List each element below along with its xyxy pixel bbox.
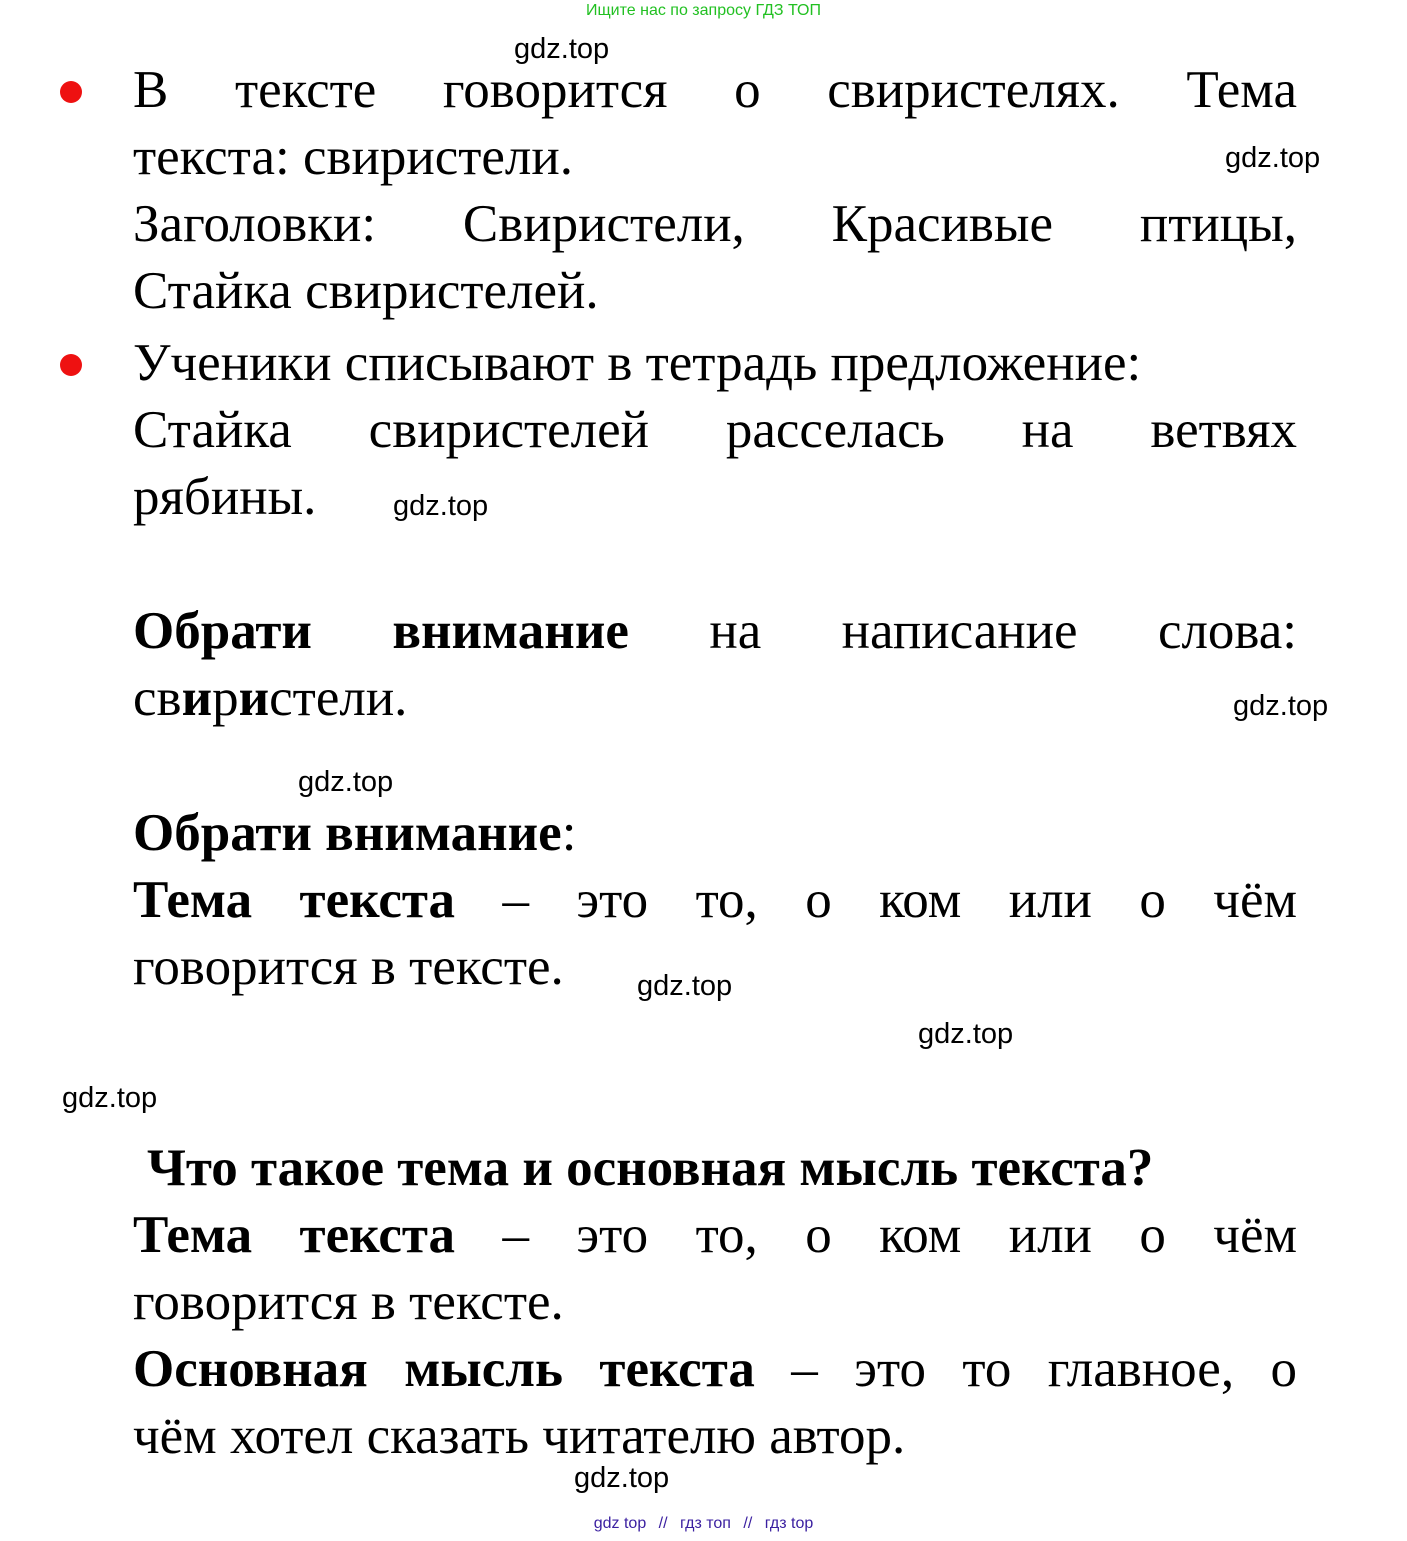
note-label: Обрати внимание <box>133 602 629 660</box>
theme-definition <box>133 1202 1297 1269</box>
note-text: на написание слова: <box>628 602 1298 660</box>
note-theme-title <box>133 800 1297 867</box>
word-part: св <box>133 669 182 727</box>
word-part: р <box>212 669 239 727</box>
term: Тема текста <box>133 871 456 929</box>
note-theme <box>133 800 1297 1001</box>
theme-definition-line: говорится в тексте. <box>133 1273 564 1331</box>
top-banner: Ищите нас по запросу ГДЗ ТОП <box>586 2 821 19</box>
footer-link[interactable]: гдз топ <box>680 1515 731 1532</box>
definition: – это то, о ком или о чём <box>455 1206 1298 1264</box>
block-sentence-line: Ученики списывают в тетрадь предложение: <box>133 334 1142 392</box>
block-sentence <box>133 330 1297 531</box>
note-spelling-line <box>133 598 1297 665</box>
footer <box>0 1515 1407 1533</box>
footer-separator: // <box>743 1515 753 1532</box>
watermark: gdz.top <box>62 1082 158 1114</box>
watermark: gdz.top <box>574 1462 670 1494</box>
note-theme-definition-line: говорится в тексте. <box>133 938 564 996</box>
watermark: gdz.top <box>393 490 489 522</box>
watermark: gdz.top <box>1233 690 1329 722</box>
watermark: gdz.top <box>1225 142 1321 174</box>
idea-definition <box>133 1336 1297 1403</box>
definition: – это то, о ком или о чём <box>455 871 1298 929</box>
watermark: gdz.top <box>298 766 394 798</box>
word-part-bold: и <box>238 669 270 727</box>
word-part-bold: и <box>181 669 213 727</box>
block-topic-line: текста: свиристели. <box>133 128 573 186</box>
bullet-icon <box>60 354 82 376</box>
term: Основная мысль текста <box>133 1340 755 1398</box>
note-spelling <box>133 598 1297 732</box>
watermark: gdz.top <box>918 1018 1014 1050</box>
bullet-icon <box>60 81 82 103</box>
section-heading: Что такое тема и основная мысль текста? <box>147 1139 1154 1197</box>
note-label: Обрати внимание <box>133 804 562 862</box>
footer-link[interactable]: gdz top <box>593 1515 647 1532</box>
block-topic-line: В тексте говорится о свиристелях. Тема <box>133 61 1297 119</box>
note-text: : <box>561 804 577 862</box>
term: Тема текста <box>133 1206 456 1264</box>
definition: – это то главное, о <box>754 1340 1297 1398</box>
footer-link[interactable]: гдз top <box>764 1515 814 1532</box>
block-sentence-line: рябины. <box>133 468 317 526</box>
idea-definition-line: чём хотел сказать читателю автор. <box>133 1407 906 1465</box>
section-body <box>133 1202 1297 1470</box>
block-topic <box>133 57 1297 325</box>
watermark: gdz.top <box>637 970 733 1002</box>
note-theme-definition <box>133 867 1297 934</box>
block-sentence-line: Стайка свиристелей расселась на ветвях <box>133 401 1297 459</box>
block-topic-line: Стайка свиристелей. <box>133 262 599 320</box>
block-topic-line: Заголовки: Свиристели, Красивые птицы, <box>133 195 1297 253</box>
word-part: стели. <box>269 669 408 727</box>
watermark: gdz.top <box>514 33 610 65</box>
footer-separator: // <box>658 1515 668 1532</box>
